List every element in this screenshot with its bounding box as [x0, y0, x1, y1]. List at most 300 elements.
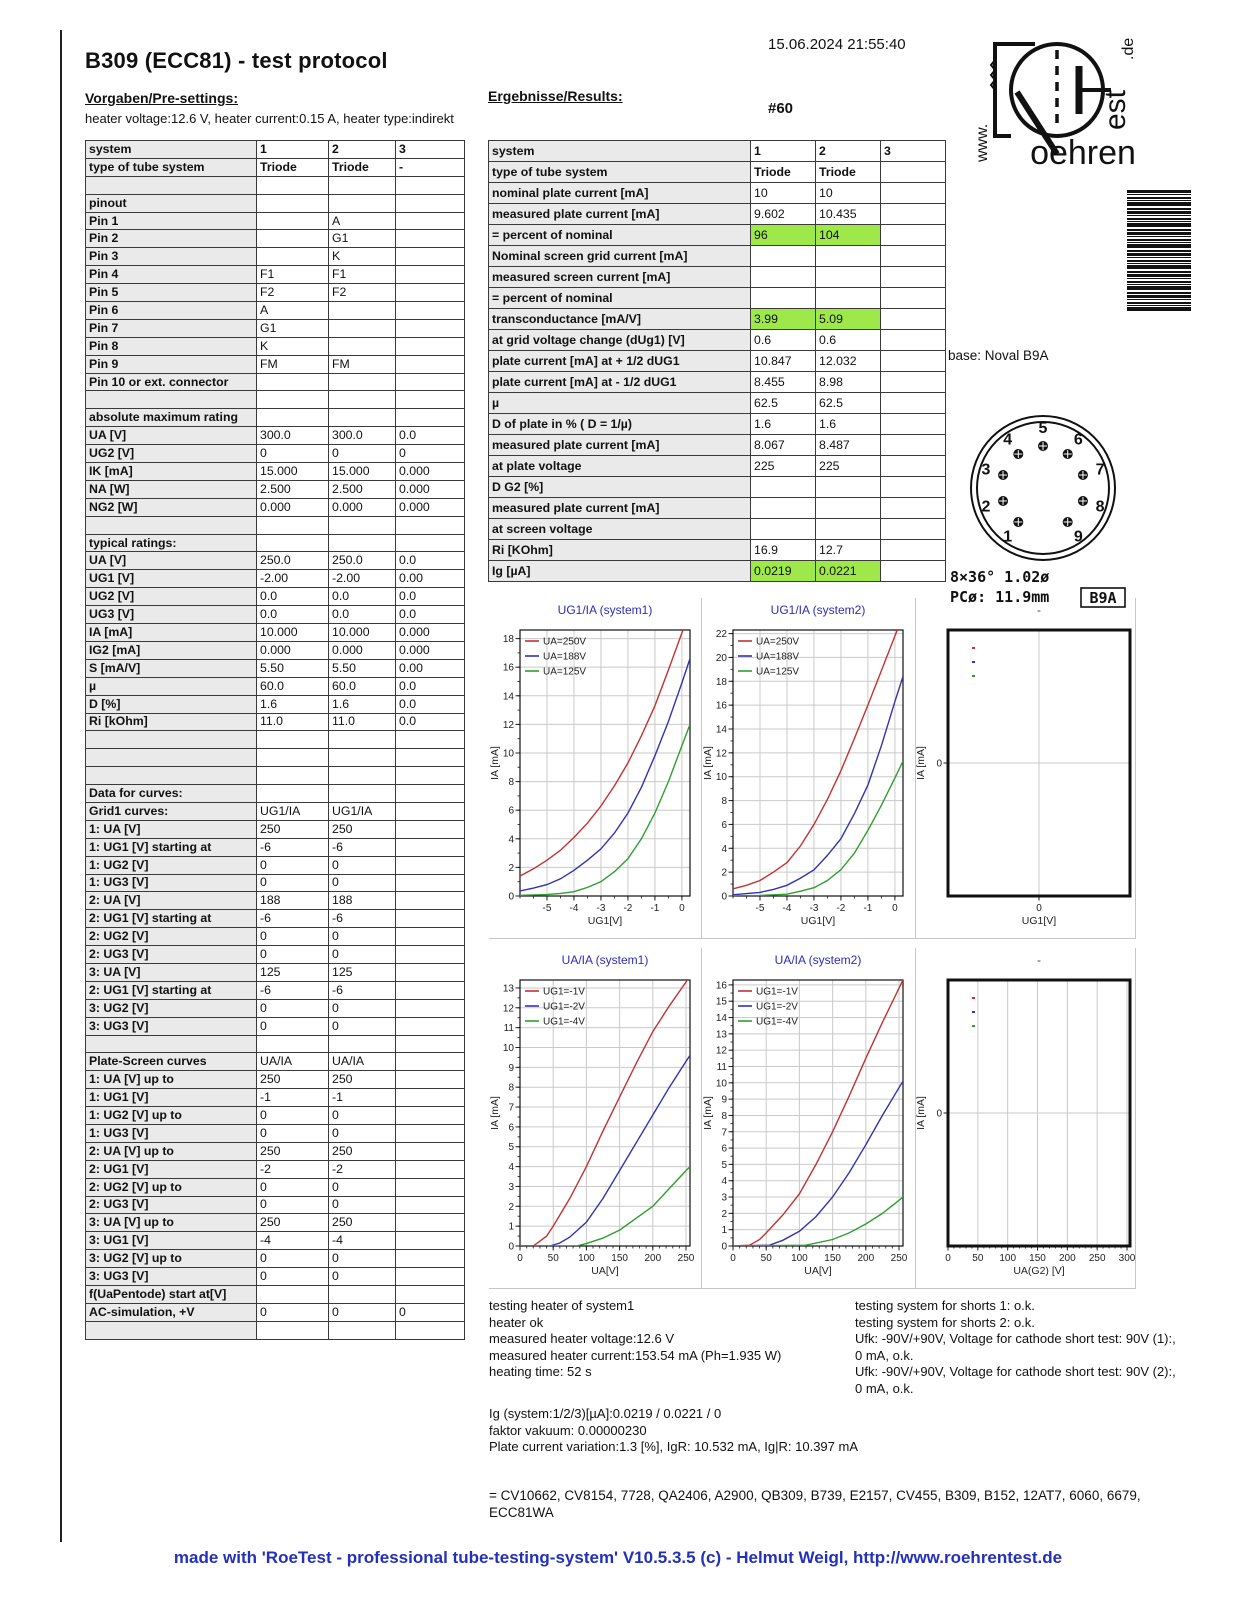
x-tick-label: 0 — [945, 1253, 951, 1264]
y-tick-label: 6 — [508, 1122, 514, 1134]
row-value: 8.455 — [751, 372, 816, 393]
series-UA=188V — [733, 677, 903, 895]
y-tick-label: 12 — [502, 719, 514, 731]
row-value — [751, 519, 816, 540]
row-label: = percent of nominal — [489, 288, 751, 309]
row-label: 2: UG1 [V] starting at — [86, 981, 257, 999]
chart-title: UG1/IA (system2) — [770, 603, 866, 617]
x-tick-label: 100 — [578, 1253, 595, 1264]
table-row — [489, 519, 946, 540]
row-value: 2.500 — [257, 480, 329, 498]
row-value — [396, 373, 465, 391]
row-value — [751, 498, 816, 519]
row-value: 5.09 — [816, 309, 881, 330]
row-value: 0.0 — [396, 677, 465, 695]
note-line: Ig (system:1/2/3)[µA]:0.0219 / 0.0221 / 0 — [489, 1406, 722, 1421]
y-tick-label: 20 — [715, 652, 727, 664]
row-value — [751, 477, 816, 498]
row-value: 1.6 — [329, 695, 396, 713]
y-tick-label: 12 — [502, 1003, 514, 1015]
chart-svg — [702, 598, 908, 938]
row-value: 0.0 — [396, 606, 465, 624]
table-row — [86, 677, 465, 695]
barcode-stripe — [1127, 307, 1191, 311]
note-line: heating time: 52 s — [489, 1364, 592, 1379]
row-value: -6 — [257, 981, 329, 999]
chart-svg — [702, 948, 908, 1288]
row-value: 0.000 — [257, 641, 329, 659]
row-value: 225 — [751, 456, 816, 477]
row-value: 0 — [329, 1196, 396, 1214]
barcode-stripe — [1127, 274, 1191, 277]
row-label: type of tube system — [489, 162, 751, 183]
barcode-stripe — [1127, 299, 1191, 300]
row-value — [816, 498, 881, 519]
row-value — [816, 288, 881, 309]
row-value: 0.00 — [396, 570, 465, 588]
row-value: 0.000 — [329, 641, 396, 659]
y-tick-label: 22 — [715, 629, 727, 641]
row-value — [751, 288, 816, 309]
row-value — [396, 1142, 465, 1160]
row-value — [329, 1321, 396, 1339]
barcode-stripe — [1127, 194, 1191, 195]
row-value: 0.0221 — [816, 561, 881, 582]
row-value — [881, 477, 946, 498]
table-row — [86, 731, 465, 749]
barcode-stripe — [1127, 236, 1191, 237]
y-tick-label: 8 — [508, 777, 514, 789]
x-tick-label: 50 — [760, 1253, 772, 1264]
row-value — [257, 409, 329, 427]
row-label: 2: UG1 [V] starting at — [86, 910, 257, 928]
table-row — [86, 1089, 465, 1107]
row-label — [86, 1321, 257, 1339]
table-row — [86, 1303, 465, 1321]
row-label: = percent of nominal — [489, 225, 751, 246]
table-row — [489, 477, 946, 498]
y-tick-label: 0 — [721, 1241, 727, 1253]
row-value: 8.067 — [751, 435, 816, 456]
row-value — [329, 1035, 396, 1053]
row-value — [396, 1124, 465, 1142]
data-table — [85, 140, 465, 1340]
row-value — [396, 1035, 465, 1053]
row-value — [257, 194, 329, 212]
row-value — [329, 534, 396, 552]
x-tick-label: 100 — [791, 1253, 808, 1264]
row-value: 0.0 — [257, 588, 329, 606]
pin-number: 5 — [1038, 420, 1048, 437]
y-tick-label: 0 — [936, 1108, 942, 1120]
row-value — [257, 373, 329, 391]
table-row — [86, 588, 465, 606]
row-label: absolute maximum rating — [86, 409, 257, 427]
table-row — [86, 373, 465, 391]
row-value: -4 — [329, 1232, 396, 1250]
row-value — [396, 248, 465, 266]
row-value — [396, 534, 465, 552]
note-line: measured heater current:153.54 mA (Ph=1.935 W) — [489, 1347, 782, 1363]
row-value: 15.000 — [257, 463, 329, 481]
y-tick-label: 0 — [936, 758, 942, 770]
row-value: 3 — [881, 141, 946, 162]
row-value — [396, 1089, 465, 1107]
y-tick-label: 13 — [715, 1029, 727, 1041]
legend-label: UG1=-2V — [543, 1001, 585, 1013]
y-tick-label: 14 — [715, 724, 727, 736]
row-value: 12.032 — [816, 351, 881, 372]
row-label: 2: UG2 [V] — [86, 928, 257, 946]
row-value: 0 — [396, 1303, 465, 1321]
row-value — [396, 999, 465, 1017]
series-UA=250V — [520, 610, 690, 876]
row-label: 1: UG3 [V] — [86, 874, 257, 892]
row-value — [881, 393, 946, 414]
row-value: 11.0 — [257, 713, 329, 731]
row-value — [396, 1178, 465, 1196]
row-value: 5.50 — [257, 659, 329, 677]
row-label: 1: UG3 [V] — [86, 1124, 257, 1142]
y-tick-label: 9 — [508, 1062, 514, 1074]
table-row — [86, 1268, 465, 1286]
row-value — [396, 874, 465, 892]
legend-label: UG1=-1V — [756, 986, 798, 998]
barcode-stripe — [1127, 284, 1191, 285]
row-value: Triode — [257, 158, 329, 176]
barcode-stripe — [1127, 305, 1191, 306]
row-label: measured plate current [mA] — [489, 435, 751, 456]
row-value: 0 — [257, 1107, 329, 1125]
y-axis-label: IA [mA] — [915, 746, 927, 780]
row-value: 0.00 — [396, 659, 465, 677]
row-value — [257, 1035, 329, 1053]
row-value — [881, 267, 946, 288]
y-tick-label: 4 — [508, 1162, 514, 1174]
row-label: 3: UG3 [V] — [86, 1268, 257, 1286]
x-tick-label: -4 — [782, 903, 792, 914]
table-row — [489, 204, 946, 225]
base-type-label: base: Noval B9A — [948, 348, 1049, 363]
y-tick-label: 16 — [715, 980, 727, 992]
legend-label: UA=188V — [543, 651, 587, 663]
barcode-stripe — [1127, 200, 1191, 201]
table-row — [489, 372, 946, 393]
barcode-stripe — [1127, 218, 1191, 220]
row-value — [396, 409, 465, 427]
table-row — [489, 498, 946, 519]
row-value — [396, 1214, 465, 1232]
pin-number: 1 — [1003, 528, 1013, 546]
row-value: -6 — [257, 838, 329, 856]
row-value: 0 — [329, 1017, 396, 1035]
pin-number: 3 — [981, 461, 991, 479]
row-label: 1: UG2 [V] up to — [86, 1107, 257, 1125]
barcode-stripe — [1127, 292, 1191, 294]
row-value — [396, 212, 465, 230]
row-value: 60.0 — [329, 677, 396, 695]
row-value: 0 — [257, 1303, 329, 1321]
note-line: testing heater of system1 — [489, 1298, 635, 1313]
row-value: 300.0 — [329, 427, 396, 445]
row-value — [257, 230, 329, 248]
row-value — [257, 212, 329, 230]
row-label: Ig [µA] — [489, 561, 751, 582]
row-value: 0 — [257, 1124, 329, 1142]
row-label: 1: UG1 [V] — [86, 1089, 257, 1107]
measurement-meta-notes — [489, 1406, 858, 1456]
table-row — [489, 141, 946, 162]
row-value — [881, 183, 946, 204]
row-value: 0.000 — [257, 498, 329, 516]
y-tick-label: 15 — [715, 996, 727, 1008]
row-value: 0.0 — [329, 588, 396, 606]
table-row — [86, 1071, 465, 1089]
row-label: Ri [kOhm] — [86, 713, 257, 731]
row-value: 225 — [816, 456, 881, 477]
table-row — [86, 176, 465, 194]
pin-number: 2 — [981, 498, 991, 516]
row-value: 250 — [257, 820, 329, 838]
row-value: 0.0 — [396, 588, 465, 606]
row-value: 0.000 — [396, 498, 465, 516]
row-value — [396, 1232, 465, 1250]
series-UA=188V — [520, 659, 690, 891]
y-tick-label: 12 — [715, 748, 727, 760]
row-label: at grid voltage change (dUg1) [V] — [489, 330, 751, 351]
y-tick-label: 5 — [508, 1142, 514, 1154]
barcode-stripe — [1127, 271, 1191, 273]
logo-de-text: .de — [1120, 37, 1137, 60]
row-value — [329, 337, 396, 355]
row-label: UA [V] — [86, 427, 257, 445]
y-tick-label: 0 — [508, 1241, 514, 1253]
row-value: K — [329, 248, 396, 266]
row-value — [396, 767, 465, 785]
row-value: -6 — [329, 910, 396, 928]
table-row — [86, 1178, 465, 1196]
row-value — [329, 176, 396, 194]
table-row — [86, 928, 465, 946]
row-label: Pin 7 — [86, 319, 257, 337]
x-tick-label: 150 — [824, 1253, 841, 1264]
row-value — [257, 749, 329, 767]
table-row — [489, 456, 946, 477]
y-tick-label: 7 — [508, 1102, 514, 1114]
row-value — [751, 267, 816, 288]
row-value: 5.50 — [329, 659, 396, 677]
barcode-stripe — [1127, 197, 1191, 199]
page-title: B309 (ECC81) - test protocol — [85, 48, 388, 73]
row-value: 8.487 — [816, 435, 881, 456]
y-tick-label: 18 — [715, 676, 727, 688]
row-label: f(UaPentode) start at[V] — [86, 1286, 257, 1304]
row-value: 0.000 — [396, 641, 465, 659]
table-row — [86, 1160, 465, 1178]
chart-ua-ia-system2 — [702, 948, 916, 1289]
row-value: 10.435 — [816, 204, 881, 225]
row-value: 12.7 — [816, 540, 881, 561]
y-tick-label: 4 — [508, 834, 514, 846]
x-tick-label: -1 — [863, 903, 873, 914]
row-value — [881, 519, 946, 540]
row-value: 0 — [257, 445, 329, 463]
row-value — [396, 302, 465, 320]
row-value — [881, 246, 946, 267]
row-value — [881, 225, 946, 246]
table-row — [86, 355, 465, 373]
row-value — [396, 1017, 465, 1035]
row-value: -2.00 — [329, 570, 396, 588]
row-label: measured screen current [mA] — [489, 267, 751, 288]
row-value — [329, 391, 396, 409]
y-tick-label: 9 — [721, 1094, 727, 1106]
row-value: G1 — [257, 319, 329, 337]
socket-outer-ring — [971, 416, 1115, 560]
row-value: 188 — [329, 892, 396, 910]
row-value: 0.0 — [396, 552, 465, 570]
row-value: F2 — [257, 284, 329, 302]
row-label: 3: UG3 [V] — [86, 1017, 257, 1035]
row-value: A — [329, 212, 396, 230]
table-row — [86, 319, 465, 337]
barcode-stripe — [1127, 202, 1191, 206]
row-value — [257, 534, 329, 552]
chart-svg — [489, 948, 695, 1288]
y-tick-label: 14 — [715, 1013, 727, 1025]
base-badge-text: B9A — [1089, 589, 1117, 607]
row-value: 0.000 — [329, 498, 396, 516]
note-line: heater ok — [489, 1314, 544, 1330]
row-value: 0.000 — [396, 463, 465, 481]
row-value: F1 — [257, 266, 329, 284]
data-table — [488, 140, 946, 582]
row-value: -1 — [329, 1089, 396, 1107]
legend-label: UA=125V — [756, 666, 800, 678]
row-value: Triode — [816, 162, 881, 183]
barcode — [1127, 190, 1191, 312]
table-row — [86, 802, 465, 820]
x-tick-label: 0 — [679, 903, 685, 914]
row-value: 1 — [751, 141, 816, 162]
row-value — [396, 1071, 465, 1089]
table-row — [489, 351, 946, 372]
row-value — [881, 162, 946, 183]
row-value: 250 — [257, 1142, 329, 1160]
row-value: 3.99 — [751, 309, 816, 330]
x-axis-label: UG1[V] — [587, 915, 623, 927]
x-tick-label: 250 — [890, 1253, 908, 1264]
x-tick-label: -3 — [596, 903, 606, 914]
row-label: UG1 [V] — [86, 570, 257, 588]
table-row — [86, 230, 465, 248]
row-value: 0.0219 — [751, 561, 816, 582]
row-value — [396, 731, 465, 749]
row-value — [257, 176, 329, 194]
chart-svg — [915, 598, 1135, 938]
chart-ua-ia-system1 — [489, 948, 702, 1289]
table-row — [489, 267, 946, 288]
y-tick-label: 10 — [502, 748, 514, 760]
row-label: Pin 5 — [86, 284, 257, 302]
row-value: 0 — [329, 1303, 396, 1321]
row-label: UA [V] — [86, 552, 257, 570]
series-UA=125V — [733, 761, 903, 896]
series-UG1=-4V — [733, 1197, 903, 1246]
note-line: testing system for shorts 1: o.k. — [855, 1298, 1035, 1313]
barcode-stripe — [1127, 260, 1191, 262]
table-row — [86, 838, 465, 856]
table-row — [86, 946, 465, 964]
row-value: 1.6 — [751, 414, 816, 435]
table-row — [86, 1250, 465, 1268]
y-tick-label: 1 — [508, 1221, 514, 1233]
table-row — [86, 1196, 465, 1214]
x-tick-label: 200 — [1059, 1253, 1076, 1264]
table-row — [86, 856, 465, 874]
table-row — [86, 981, 465, 999]
row-value — [396, 820, 465, 838]
row-label: 3: UA [V] — [86, 963, 257, 981]
x-tick-label: 50 — [972, 1253, 984, 1264]
barcode-stripe — [1127, 281, 1191, 283]
y-tick-label: 2 — [721, 867, 727, 879]
y-tick-label: 2 — [508, 1201, 514, 1213]
barcode-stripe — [1127, 263, 1191, 264]
x-axis-label: UA(G2) [V] — [1013, 1265, 1065, 1277]
row-value: 3 — [396, 141, 465, 159]
row-label: 2: UG1 [V] — [86, 1160, 257, 1178]
row-label: Pin 3 — [86, 248, 257, 266]
row-label: measured plate current [mA] — [489, 204, 751, 225]
y-tick-label: 4 — [721, 1176, 727, 1188]
note-line: faktor vakuum: 0.00000230 — [489, 1422, 647, 1438]
logo-oehren-text: oehren — [1030, 134, 1136, 172]
row-value: 0 — [257, 946, 329, 964]
row-value: -6 — [329, 838, 396, 856]
presettings-table — [85, 140, 465, 1340]
row-value — [396, 516, 465, 534]
x-tick-label: -2 — [836, 903, 846, 914]
table-row — [86, 570, 465, 588]
x-tick-label: -5 — [755, 903, 765, 914]
row-value: 0 — [329, 1124, 396, 1142]
y-tick-label: 16 — [715, 700, 727, 712]
row-value: 0 — [257, 1268, 329, 1286]
legend-label: UG1=-2V — [756, 1001, 798, 1013]
row-value: 2.500 — [329, 480, 396, 498]
row-value: -6 — [257, 910, 329, 928]
row-label — [86, 176, 257, 194]
row-value — [329, 516, 396, 534]
logo-www-text: www. — [974, 123, 991, 162]
row-value: 10.000 — [257, 624, 329, 642]
results-heading: Ergebnisse/Results: — [488, 88, 623, 104]
row-value: 1.6 — [257, 695, 329, 713]
row-label: type of tube system — [86, 158, 257, 176]
row-label: Pin 10 or ext. connector — [86, 373, 257, 391]
table-row — [86, 1053, 465, 1071]
row-label: D G2 [%] — [489, 477, 751, 498]
table-row — [86, 1142, 465, 1160]
row-label: Pin 1 — [86, 212, 257, 230]
note-line: Ufk: -90V/+90V, Voltage for cathode short test: 90V (2):, 0 mA, o.k. — [855, 1364, 1176, 1396]
row-label: 1: UG1 [V] starting at — [86, 838, 257, 856]
row-label: IK [mA] — [86, 463, 257, 481]
barcode-stripe — [1127, 278, 1191, 279]
footer-credit: made with 'RoeTest - professional tube-testing-system' V10.5.3.5 (c) - Helmut Weigl, http://www.roehrentest.de — [173, 1548, 1063, 1567]
y-axis-label: IA [mA] — [702, 1096, 714, 1130]
